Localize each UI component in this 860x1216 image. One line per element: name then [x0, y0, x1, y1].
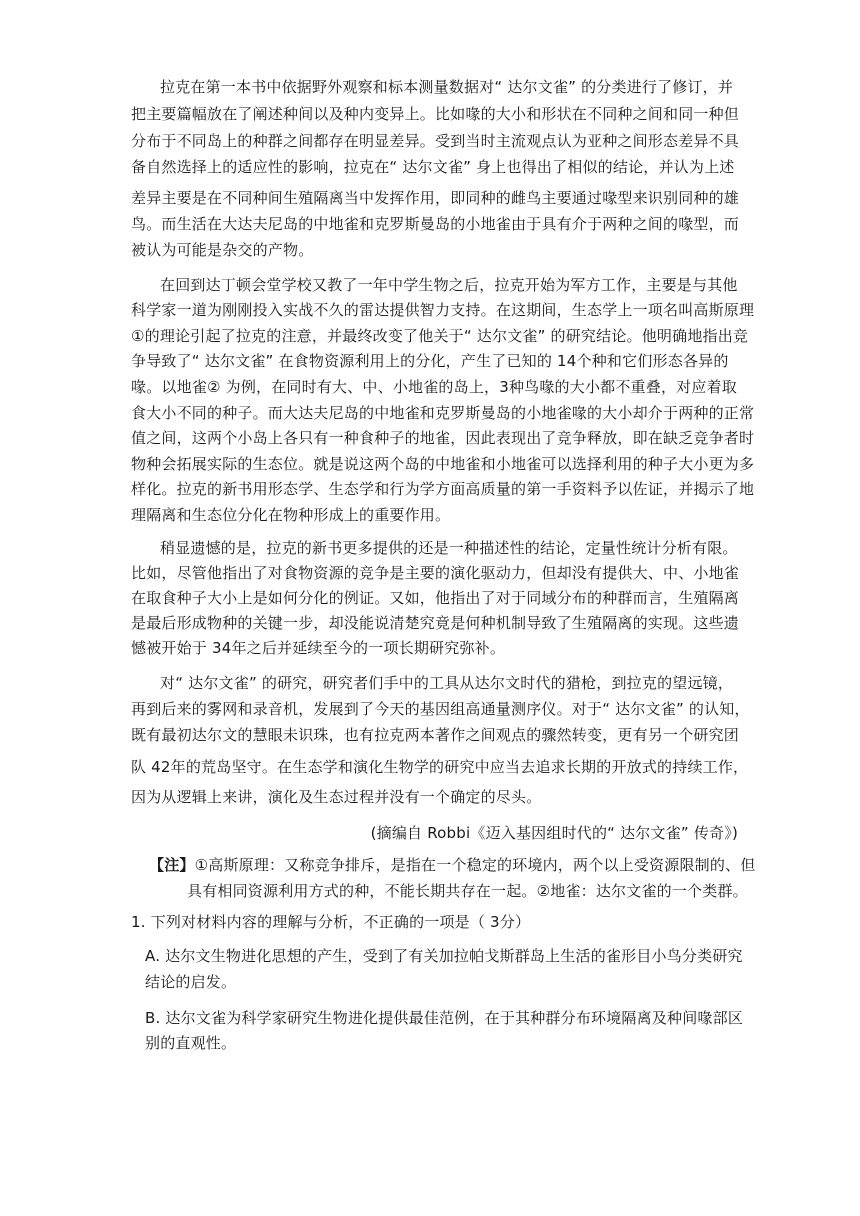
paragraph-line: 对“ 达尔文雀” 的研究，研究者们手中的工具从达尔文时代的猎枪，到拉克的望远镜，: [160, 674, 734, 692]
note-tag: 【注】: [149, 856, 195, 874]
paragraph-line: 喙。以地雀② 为例，在同时有大、中、小地雀的岛上，3种鸟喙的大小都不重叠，对应着取: [131, 378, 737, 396]
paragraph-line: 食大小不同的种子。而大达夫尼岛的中地雀和克罗斯曼岛的小地雀喙的大小却介于两种的正常: [131, 404, 755, 422]
question-stem: 1. 下列对材料内容的理解与分析，不正确的一项是（ 3分）: [131, 913, 531, 931]
paragraph-line: 再到后来的雾网和录音机，发展到了今天的基因组高通量测序仪。对于“ 达尔文雀” 的认知，: [131, 700, 750, 718]
paragraph-line: 比如，尽管他指出了对食物资源的竞争是主要的演化驱动力，但却没有提供大、中、小地雀: [131, 564, 740, 582]
paragraph-line: 是最后形成物种的关键一步，却没能说清楚究竟是何种机制导致了生殖隔离的实现。这些遗: [131, 614, 740, 632]
paragraph-line: 既有最初达尔文的慧眼未识珠，也有拉克两本著作之间观点的骤然转变，更有另一个研究团: [131, 726, 740, 744]
answer-option-a: A. 达尔文生物进化思想的产生，受到了有关加拉帕戈斯群岛上生活的雀形目小鸟分类研究: [145, 947, 743, 965]
paragraph-line: 把主要篇幅放在了阐述种间以及种内变异上。比如喙的大小和形状在不同种之间和同一种但: [131, 105, 740, 123]
answer-option-b: 别的直观性。: [145, 1034, 237, 1052]
source-citation: (摘编自 Robbi《迈入基因组时代的“ 达尔文雀” 传奇》): [370, 824, 738, 842]
answer-option-a: 结论的启发。: [145, 973, 237, 991]
paragraph-line: 拉克在第一本书中依据野外观察和标本测量数据对“ 达尔文雀” 的分类进行了修订，并: [160, 78, 734, 96]
paragraph-line: 在回到达丁顿会堂学校又教了一年中学生物之后，拉克开始为军方工作，主要是与其他: [160, 276, 738, 294]
paragraph-line: 理隔离和生态位分化在物种形成上的重要作用。: [131, 506, 451, 524]
paragraph-line: 备自然选择上的适应性的影响，拉克在“ 达尔文雀” 身上也得出了相似的结论，并认为上述: [131, 158, 735, 176]
paragraph-line: 差异主要是在不同种间生殖隔离当中发挥作用，即同种的雌鸟主要通过喙型来识别同种的雄: [131, 189, 740, 207]
paragraph-line: 值之间，这两个小岛上各只有一种食种子的地雀，因此表现出了竞争释放，即在缺乏竞争者时: [131, 429, 755, 447]
answer-option-b: B. 达尔文雀为科学家研究生物进化提供最佳范例，在于其种群分布环境隔离及种间喙部区: [145, 1009, 744, 1027]
note-text: ①高斯原理：又称竞争排斥，是指在一个稳定的环境内，两个以上受资源限制的、但: [194, 856, 756, 874]
paragraph-line: 争导致了“ 达尔文雀” 在食物资源利用上的分化，产生了已知的 14个种和它们形态各异的: [131, 352, 729, 370]
annotation-note: [149, 855, 755, 875]
paragraph-line: 因为从逻辑上来讲，演化及生态过程并没有一个确定的尽头。: [131, 788, 542, 806]
paragraph-line: 物种会拓展实际的生态位。就是说这两个岛的中地雀和小地雀可以选择利用的种子大小更为多: [131, 455, 755, 473]
paragraph-line: 科学家一道为刚刚投入实战不久的雷达提供智力支持。在这期间，生态学上一项名叫高斯原理: [131, 301, 755, 319]
paragraph-line: ①的理论引起了拉克的注意，并最终改变了他关于“ 达尔文雀” 的研究结论。他明确地指出竞: [131, 327, 749, 345]
paragraph-line: 在取食种子大小上是如何分化的例证。又如，他指出了对于同域分布的种群而言，生殖隔离: [131, 589, 740, 607]
paragraph-line: 分布于不同岛上的种群之间都存在明显差异。受到当时主流观点认为亚种之间形态差异不具: [131, 132, 740, 150]
paragraph-line: 憾被开始于 34年之后并延续至今的一项长期研究弥补。: [131, 639, 506, 657]
paragraph-line: 被认为可能是杂交的产物。: [131, 241, 314, 259]
annotation-note: 具有相同资源利用方式的种，不能长期共存在一起。②地雀：达尔文雀的一个类群。: [187, 882, 748, 900]
paragraph-line: 队 42年的荒岛坚守。在生态学和演化生物学的研究中应当去追求长期的开放式的持续工作，: [131, 758, 749, 776]
paragraph-line: 样化。拉克的新书用形态学、生态学和行为学方面高质量的第一手资料予以佐证，并揭示了地: [131, 480, 755, 498]
paragraph-line: 鸟。而生活在大达夫尼岛的中地雀和克罗斯曼岛的小地雀由于具有介于两种之间的喙型，而: [131, 215, 740, 233]
paragraph-line: 稍显遗憾的是，拉克的新书更多提供的还是一种描述性的结论，定量性统计分析有限。: [160, 539, 738, 557]
